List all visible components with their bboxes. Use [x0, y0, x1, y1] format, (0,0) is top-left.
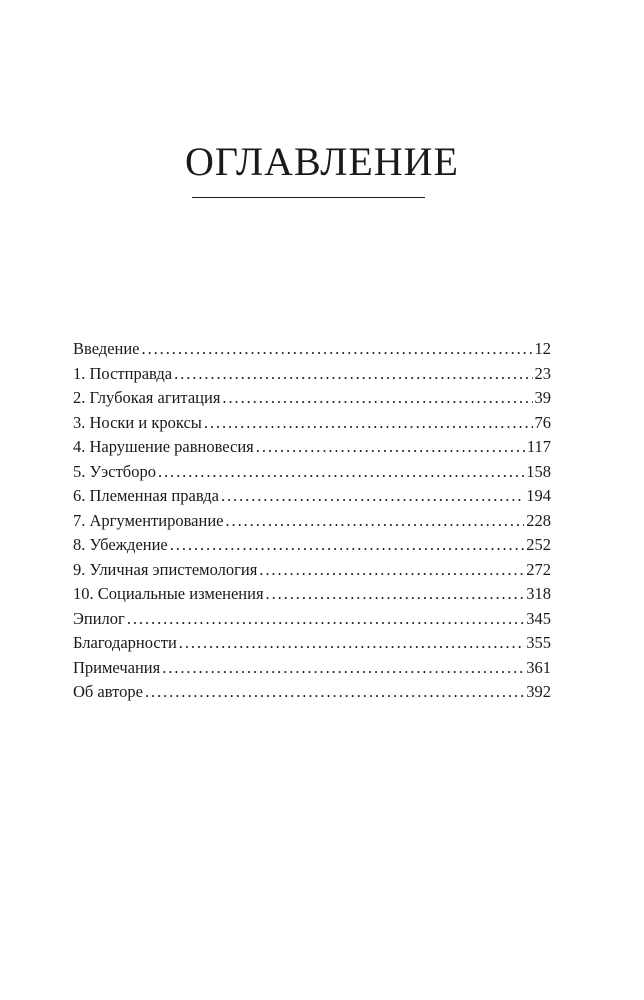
toc-entry-label: Эпилог [73, 608, 125, 628]
toc-entry-page: 117 [526, 437, 551, 456]
toc-entry-label: 8. Убеждение [73, 535, 168, 554]
toc-leader-dots [204, 411, 533, 436]
toc-leader-dots [170, 533, 525, 558]
toc-entry-label: 10. Социальные изменения [73, 584, 264, 603]
toc-entry-page: 23 [534, 363, 551, 383]
toc-entry-page: 194 [526, 486, 551, 505]
toc-entry-label: 9. Уличная эпистемология [73, 559, 258, 579]
toc-leader-dots [174, 362, 532, 387]
toc-entry-page: 76 [534, 412, 551, 432]
toc-leader-dots [221, 484, 524, 509]
toc-entry-chapter-8[interactable] [73, 533, 551, 558]
toc-entry-page: 158 [526, 461, 551, 481]
toc-entry-label: 1. Постправда [73, 363, 173, 383]
toc-leader-dots [256, 435, 525, 460]
toc-leader-dots [142, 337, 533, 362]
toc-entry-page: 228 [526, 510, 551, 530]
toc-entry-page: 318 [526, 584, 551, 603]
toc-entry-epilogue[interactable] [73, 607, 551, 632]
toc-entry-notes[interactable] [73, 656, 551, 681]
toc-leader-dots [266, 582, 525, 607]
toc-entry-label: 2. Глубокая агитация [73, 388, 221, 407]
toc-entry-label: 6. Племенная правда [73, 486, 219, 505]
toc-leader-dots [127, 607, 524, 632]
toc-leader-dots [225, 509, 524, 534]
toc-entry-chapter-5[interactable] [73, 460, 551, 485]
toc-entry-label: 7. Аргументирование [73, 510, 224, 530]
toc-entry-label: Примечания [73, 657, 161, 677]
toc-entry-acknowledgements[interactable] [73, 631, 551, 656]
toc-entry-chapter-6[interactable] [73, 484, 551, 509]
toc-entry-label: 4. Нарушение равновесия [73, 437, 254, 456]
toc-entry-page: 392 [526, 682, 551, 701]
toc-entry-chapter-2[interactable] [73, 386, 551, 411]
toc-entry-label: Благодарности [73, 633, 177, 652]
toc-entry-introduction[interactable] [73, 337, 551, 362]
toc-entry-page: 12 [534, 339, 551, 358]
toc-leader-dots [145, 680, 524, 705]
toc-leader-dots [179, 631, 524, 656]
toc-entry-chapter-3[interactable] [73, 411, 551, 436]
toc-entry-page: 355 [526, 633, 551, 652]
table-of-contents [73, 337, 551, 705]
toc-entry-label: 3. Носки и кроксы [73, 412, 202, 432]
page-title: ОГЛАВЛЕНИЕ [185, 139, 459, 184]
toc-entry-chapter-1[interactable] [73, 362, 551, 387]
toc-entry-chapter-10[interactable] [73, 582, 551, 607]
toc-entry-chapter-9[interactable] [73, 558, 551, 583]
title-underline [192, 197, 425, 198]
toc-entry-chapter-4[interactable] [73, 435, 551, 460]
toc-leader-dots [222, 386, 532, 411]
toc-entry-label: Введение [73, 339, 140, 358]
toc-entry-page: 345 [526, 608, 551, 628]
toc-entry-chapter-7[interactable] [73, 509, 551, 534]
toc-entry-about-author[interactable] [73, 680, 551, 705]
toc-entry-page: 252 [526, 535, 551, 554]
toc-entry-label: 5. Уэстборо [73, 461, 156, 481]
toc-leader-dots [259, 558, 524, 583]
toc-entry-page: 361 [526, 657, 551, 677]
toc-leader-dots [158, 460, 524, 485]
toc-entry-page: 39 [534, 388, 551, 407]
toc-entry-page: 272 [526, 559, 551, 579]
toc-leader-dots [162, 656, 524, 681]
toc-entry-label: Об авторе [73, 682, 143, 701]
